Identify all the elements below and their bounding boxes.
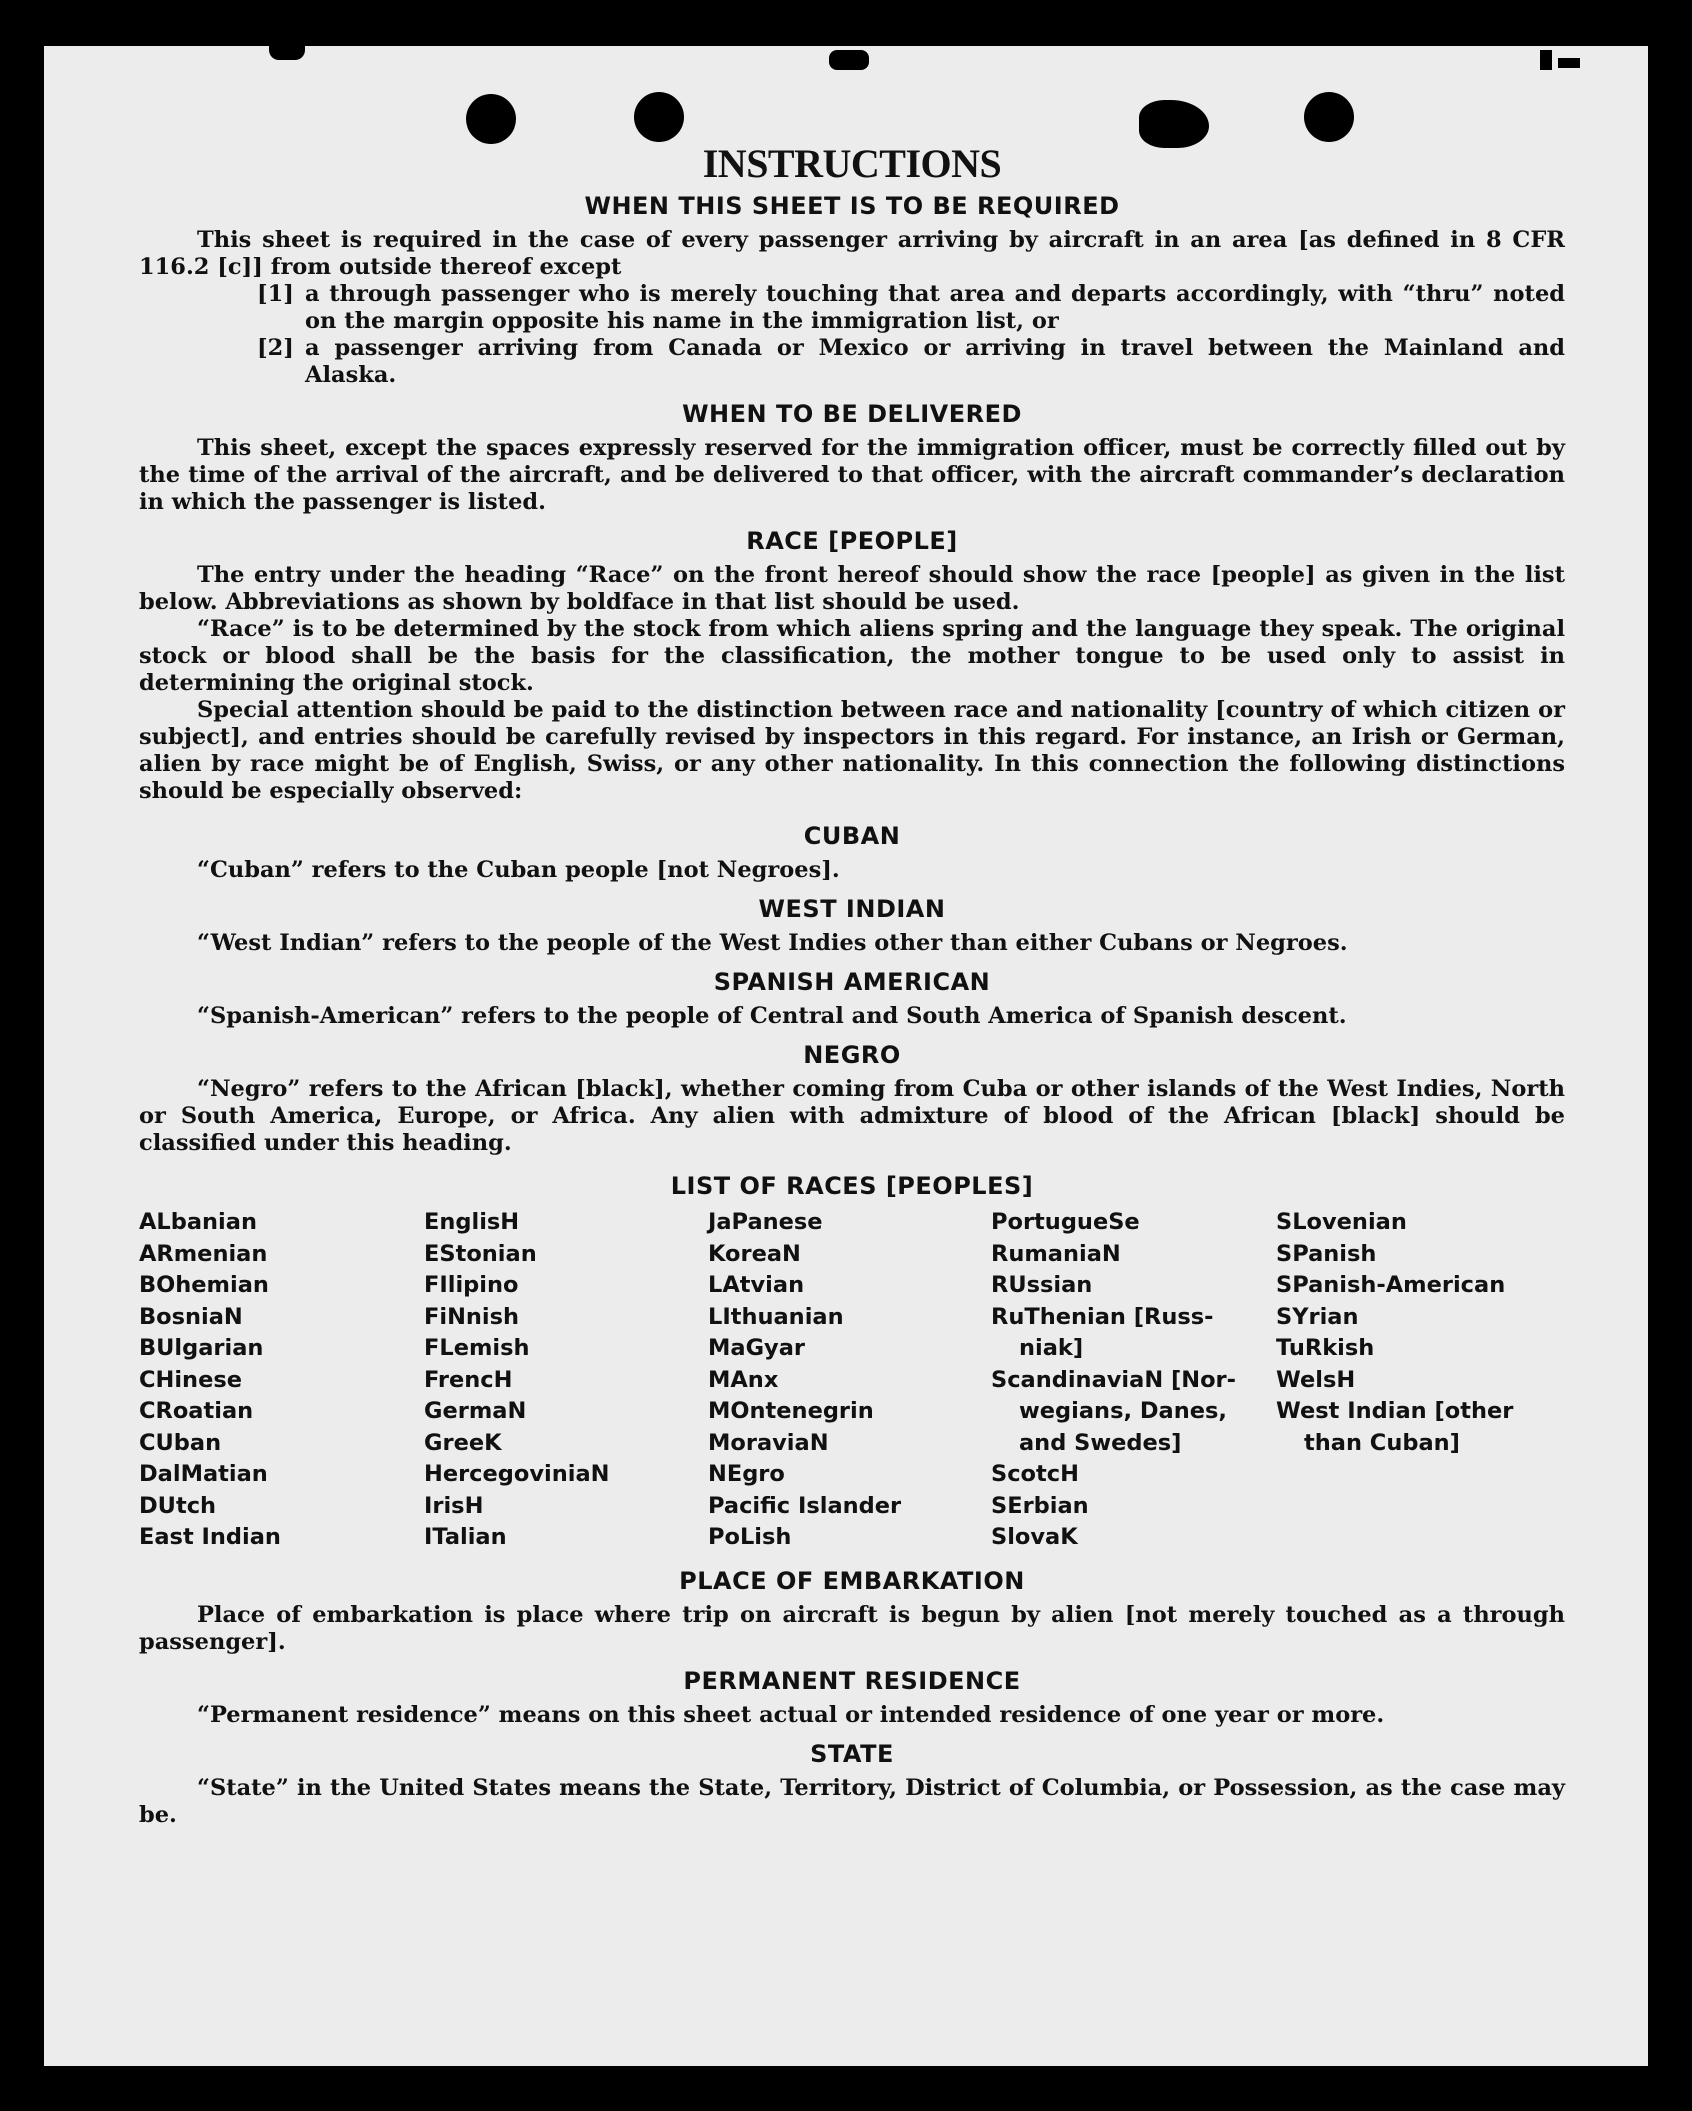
- race-entry: ScandinaviaN [Nor-: [991, 1366, 1236, 1393]
- race-entry: DalMatian: [139, 1461, 268, 1487]
- spanish-american-text: “Spanish-American” refers to the people of Central and South America of Spanish descent.: [197, 1003, 1347, 1029]
- race-entry: RUssian: [991, 1272, 1093, 1298]
- section-heading-negro: NEGRO: [803, 1041, 901, 1069]
- race-entry: ARmenian: [139, 1240, 268, 1267]
- residence-text: “Permanent residence” means on this sheet actual or intended residence of one year or more.: [197, 1701, 1385, 1728]
- races-column: [708, 1207, 991, 1554]
- race-entry: FIlipino: [424, 1272, 519, 1298]
- race-entry-continued: wegians, Danes,: [1019, 1398, 1227, 1424]
- race-paragraph: “Race” is to be determined by the stock from which aliens spring and the language they speak. The original stock or blood shall be the basis for the classification, the mother tongue to be used only to assist in determining the original stock.: [139, 616, 1565, 696]
- race-entry: BosniaN: [139, 1303, 243, 1330]
- race-entry: IrisH: [424, 1492, 484, 1519]
- west-indian-text: “West Indian” refers to the people of the West Indies other than either Cubans or Negroes.: [197, 930, 1348, 956]
- page-title: INSTRUCTIONS: [702, 141, 1002, 186]
- race-entry: GreeK: [424, 1429, 502, 1456]
- race-entry: CRoatian: [139, 1398, 254, 1424]
- race-entry: MOntenegrin: [708, 1398, 874, 1424]
- exception-text: a through passenger who is merely touching that area and departs accordingly, with “thru” noted on the margin opposite his name in the immigration list, or: [305, 281, 1565, 334]
- race-entry: RuThenian [Russ-: [991, 1303, 1214, 1330]
- race-entry: GermaN: [424, 1398, 527, 1424]
- race-entry: FiNnish: [424, 1303, 520, 1330]
- exception-number: [1]: [257, 281, 294, 307]
- torn-edge-mark: [829, 50, 869, 70]
- section-heading-race: RACE [PEOPLE]: [746, 527, 958, 555]
- race-entry: EStonian: [424, 1240, 537, 1267]
- torn-edge-mark: [1540, 50, 1552, 70]
- punch-hole: [466, 94, 516, 144]
- exception-item: [139, 335, 1565, 389]
- section-heading-spanish-american: SPANISH AMERICAN: [713, 968, 991, 996]
- punch-hole: [634, 92, 684, 142]
- exception-item: [139, 281, 1565, 335]
- race-entry: Pacific Islander: [708, 1492, 902, 1519]
- race-entry: NEgro: [708, 1461, 785, 1487]
- punch-hole: [1304, 92, 1354, 142]
- race-entry: KoreaN: [708, 1240, 801, 1267]
- race-entry: DUtch: [139, 1492, 217, 1519]
- instructions-content: [139, 141, 1565, 1829]
- race-paragraph: The entry under the heading “Race” on the front hereof should show the race [people] as given in the list below. Abbreviations as shown by boldface in that list should be used.: [139, 562, 1565, 615]
- section-heading-when-required: WHEN THIS SHEET IS TO BE REQUIRED: [584, 192, 1120, 220]
- race-entry: BUlgarian: [139, 1335, 264, 1361]
- race-entry: West Indian [other: [1276, 1398, 1514, 1424]
- race-entry: SErbian: [991, 1492, 1089, 1519]
- section-heading-embarkation: PLACE OF EMBARKATION: [679, 1566, 1025, 1595]
- races-list: [139, 1207, 1565, 1554]
- section-heading-state: STATE: [810, 1739, 894, 1768]
- when-required-intro: This sheet is required in the case of every passenger arriving by aircraft in an area [as defined in 8 CFR 116.2 [c]] from outside thereof except: [139, 227, 1565, 280]
- race-entry: LAtvian: [708, 1272, 805, 1298]
- exception-number: [2]: [257, 335, 294, 361]
- race-entry: SYrian: [1276, 1303, 1359, 1330]
- race-entry: MAnx: [708, 1366, 779, 1393]
- races-column: [991, 1207, 1276, 1554]
- section-heading-list-of-races: LIST OF RACES [PEOPLES]: [670, 1172, 1034, 1200]
- race-entry: SPanish-American: [1276, 1272, 1506, 1298]
- state-text: “State” in the United States means the State, Territory, District of Columbia, or Possession, as the case may be.: [139, 1774, 1565, 1828]
- race-entry: PortugueSe: [991, 1209, 1140, 1235]
- race-entry: EnglisH: [424, 1209, 520, 1235]
- race-entry: LIthuanian: [708, 1303, 844, 1330]
- race-entry: FLemish: [424, 1335, 530, 1361]
- race-entry: CUban: [139, 1429, 222, 1456]
- race-entry-continued: than Cuban]: [1304, 1429, 1460, 1456]
- race-entry-continued: niak]: [1019, 1335, 1084, 1361]
- race-entry: SlovaK: [991, 1524, 1078, 1550]
- races-column: [139, 1207, 424, 1554]
- torn-edge-mark: [269, 46, 305, 60]
- section-heading-when-delivered: WHEN TO BE DELIVERED: [682, 400, 1022, 428]
- document-sheet: [44, 46, 1648, 2066]
- section-heading-cuban: CUBAN: [803, 822, 901, 850]
- section-heading-residence: PERMANENT RESIDENCE: [683, 1666, 1021, 1695]
- race-entry: ITalian: [424, 1524, 507, 1550]
- negro-text: “Negro” refers to the African [black], whether coming from Cuba or other islands of the West Indies, North or South America, Europe, or Africa. Any alien with admixture of blood of the African [black] should be classified under this heading.: [139, 1076, 1565, 1156]
- race-entry: SPanish: [1276, 1240, 1377, 1267]
- race-entry-continued: and Swedes]: [1019, 1429, 1182, 1456]
- race-entry: HercegoviniaN: [424, 1461, 610, 1487]
- race-entry: RumaniaN: [991, 1240, 1121, 1267]
- race-entry: ScotcH: [991, 1461, 1079, 1487]
- race-entry: East Indian: [139, 1524, 281, 1550]
- race-entry: MaGyar: [708, 1335, 805, 1361]
- race-paragraph: Special attention should be paid to the distinction between race and nationality [country of which citizen or subject], and entries should be carefully revised by inspectors in this regard. For instance, an Irish or German, alien by race might be of English, Swiss, or any other nationality. In this connection the following distinctions should be especially observed:: [139, 697, 1565, 804]
- torn-edge-mark: [1558, 58, 1580, 68]
- race-entry: BOhemian: [139, 1272, 269, 1298]
- section-heading-west-indian: WEST INDIAN: [758, 895, 946, 923]
- race-entry: PoLish: [708, 1524, 792, 1550]
- race-entry: MoraviaN: [708, 1429, 829, 1456]
- race-entry: ALbanian: [139, 1209, 257, 1235]
- races-column: [424, 1207, 708, 1554]
- races-column: [1276, 1207, 1565, 1554]
- embarkation-text: Place of embarkation is place where trip on aircraft is begun by alien [not merely touched as a through passenger].: [139, 1601, 1565, 1655]
- race-entry: TuRkish: [1276, 1335, 1375, 1361]
- race-entry: JaPanese: [708, 1209, 823, 1235]
- race-entry: FrencH: [424, 1366, 513, 1393]
- race-entry: CHinese: [139, 1366, 242, 1393]
- race-entry: WelsH: [1276, 1366, 1356, 1393]
- race-entry: SLovenian: [1276, 1209, 1407, 1235]
- cuban-text: “Cuban” refers to the Cuban people [not Negroes].: [197, 857, 840, 883]
- when-delivered-text: This sheet, except the spaces expressly reserved for the immigration officer, must be correctly filled out by the time of the arrival of the aircraft, and be delivered to that officer, with the aircraft commander’s declaration in which the passenger is listed.: [139, 435, 1565, 515]
- exception-text: a passenger arriving from Canada or Mexico or arriving in travel between the Mainland and Alaska.: [305, 335, 1565, 388]
